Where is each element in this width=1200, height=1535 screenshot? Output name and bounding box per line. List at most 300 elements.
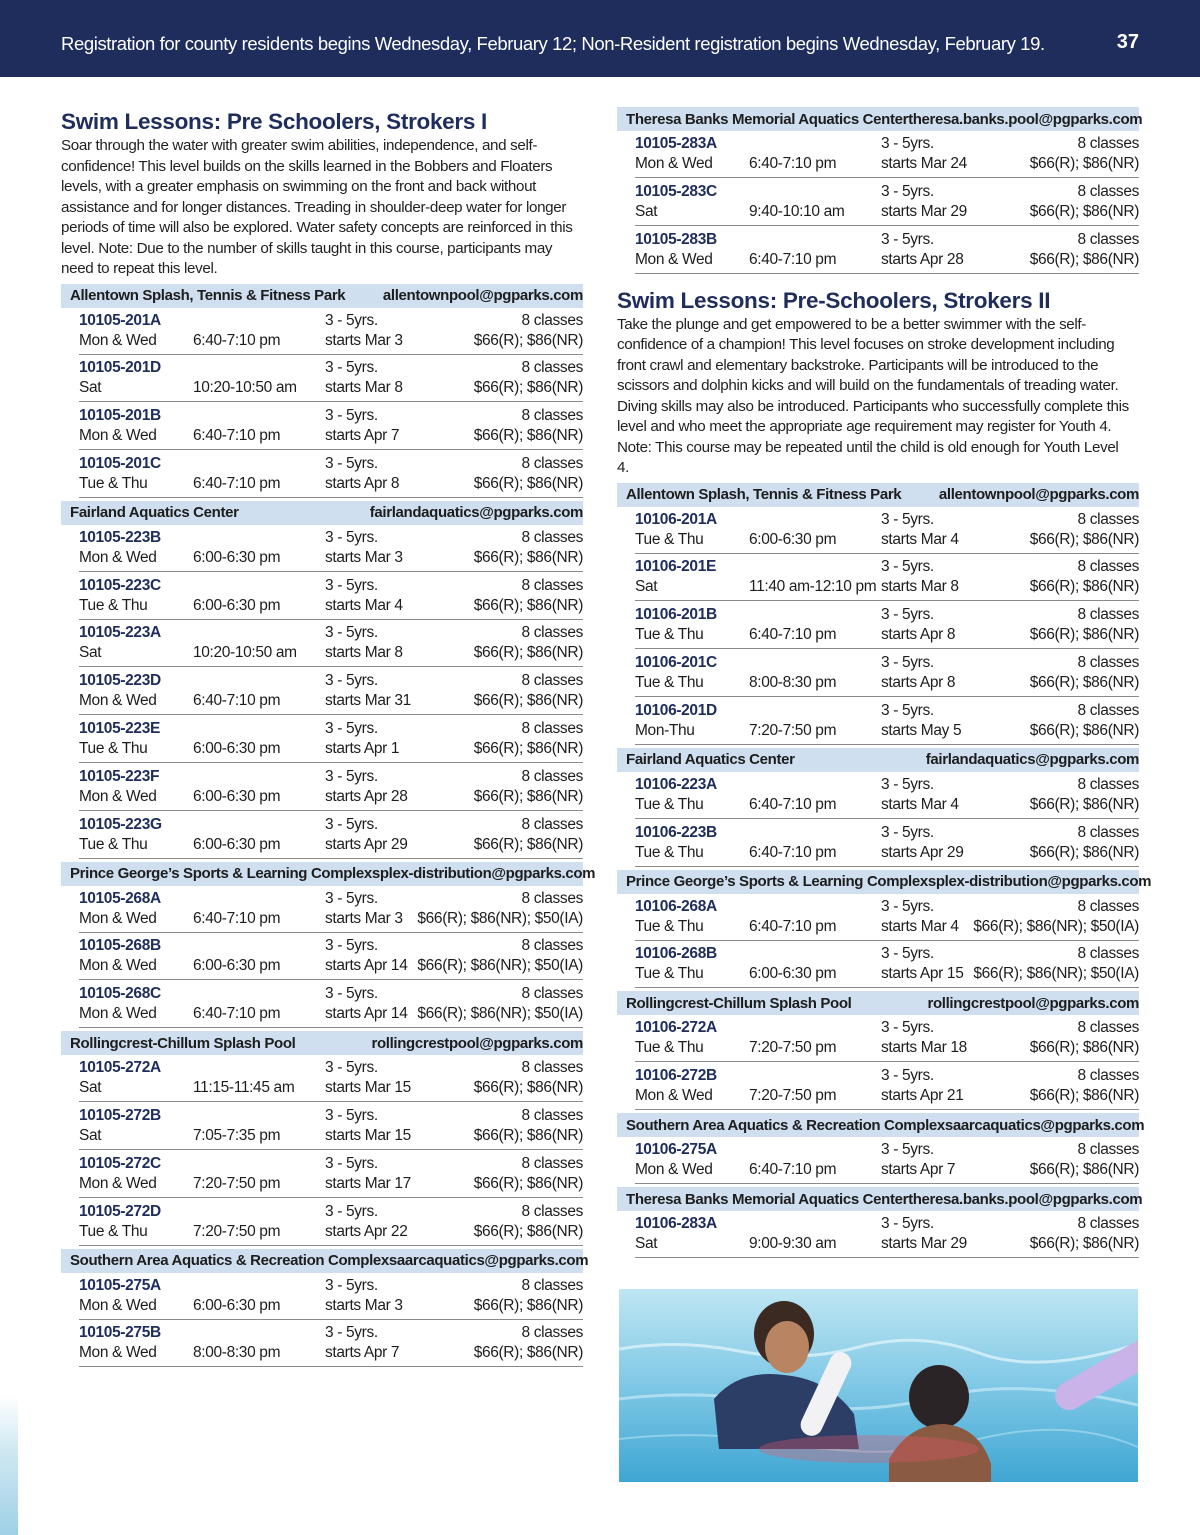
class-age: 3 - 5yrs.: [881, 897, 934, 915]
class-row: [79, 983, 583, 1028]
class-days: Sat: [79, 1079, 102, 1097]
class-time: 7:05-7:35 pm: [193, 1127, 281, 1145]
class-count: 8 classes: [1077, 1141, 1139, 1159]
location-header: [61, 501, 583, 525]
class-time: 6:00-6:30 pm: [193, 596, 281, 614]
class-time: 6:40-7:10 pm: [193, 474, 281, 492]
location-email-link[interactable]: theresa.banks.pool@pgparks.com: [908, 110, 1143, 128]
class-days: Tue & Thu: [79, 835, 148, 853]
class-fee: $66(R); $86(NR); $50(IA): [417, 1005, 583, 1023]
class-time: 9:40-10:10 am: [749, 202, 845, 220]
class-code: 10105-268C: [79, 985, 161, 1003]
class-time: 10:20-10:50 am: [193, 379, 297, 397]
class-code: 10105-283C: [635, 182, 717, 200]
class-days: Sat: [635, 578, 658, 596]
class-days: Tue & Thu: [635, 673, 704, 691]
class-count: 8 classes: [1077, 653, 1139, 671]
location-header: [61, 862, 596, 886]
class-code: 10105-272C: [79, 1154, 161, 1172]
left-location-list: [61, 284, 596, 1368]
class-fee: $66(R); $86(NR): [1029, 626, 1139, 644]
class-row: [79, 575, 583, 620]
class-start-date: starts Mar 8: [325, 644, 403, 662]
location-email-link[interactable]: saarcaquatics@pgparks.com: [388, 1252, 589, 1270]
class-days: Tue & Thu: [79, 740, 148, 758]
class-start-date: starts Apr 1: [325, 740, 400, 758]
class-fee: $66(R); $86(NR): [473, 740, 583, 758]
class-fee: $66(R); $86(NR); $50(IA): [417, 909, 583, 927]
location-email-link[interactable]: fairlandaquatics@pgparks.com: [369, 504, 583, 522]
location-name: Allentown Splash, Tennis & Fitness Park: [626, 486, 902, 504]
class-time: 6:40-7:10 pm: [193, 1005, 281, 1023]
class-row: [635, 1139, 1139, 1184]
location-email-link[interactable]: fairlandaquatics@pgparks.com: [925, 751, 1139, 769]
class-days: Sat: [79, 1127, 102, 1145]
class-start-date: starts Apr 22: [325, 1222, 408, 1240]
class-start-date: starts Apr 15: [881, 965, 964, 983]
page-number: 37: [1116, 31, 1139, 53]
class-age: 3 - 5yrs.: [325, 407, 378, 425]
class-start-date: starts Apr 8: [325, 474, 400, 492]
class-code: 10105-223F: [79, 767, 160, 785]
class-start-date: starts Apr 8: [881, 626, 956, 644]
class-fee: $66(R); $86(NR): [1029, 795, 1139, 813]
swim-lesson-photo: [619, 1289, 1138, 1482]
location-header: [617, 107, 1143, 131]
class-start-date: starts Mar 15: [325, 1127, 411, 1145]
class-code: 10106-268B: [635, 945, 717, 963]
class-time: 7:20-7:50 pm: [749, 1039, 837, 1057]
location-email-link[interactable]: rollingcrestpool@pgparks.com: [927, 994, 1139, 1012]
class-age: 3 - 5yrs.: [881, 230, 934, 248]
class-count: 8 classes: [1077, 606, 1139, 624]
class-fee: $66(R); $86(NR): [473, 1127, 583, 1145]
class-fee: $66(R); $86(NR): [473, 474, 583, 492]
class-count: 8 classes: [521, 889, 583, 907]
class-start-date: starts Mar 24: [881, 155, 967, 172]
class-count: 8 classes: [1077, 823, 1139, 841]
class-fee: $66(R); $86(NR): [473, 427, 583, 445]
class-row: [635, 181, 1139, 226]
class-start-date: starts Mar 3: [325, 909, 403, 927]
class-fee: $66(R); $86(NR): [473, 692, 583, 710]
class-code: 10106-223A: [635, 775, 717, 793]
class-start-date: starts Mar 8: [325, 379, 403, 397]
class-code: 10105-283B: [635, 230, 717, 248]
class-time: 7:20-7:50 pm: [193, 1174, 281, 1192]
class-start-date: starts Apr 7: [325, 427, 400, 445]
class-age: 3 - 5yrs.: [881, 775, 934, 793]
class-code: 10105-201B: [79, 407, 161, 425]
class-code: 10105-223C: [79, 576, 161, 594]
class-fee: $66(R); $86(NR): [1029, 250, 1139, 268]
class-time: 7:20-7:50 pm: [749, 721, 837, 739]
class-age: 3 - 5yrs.: [881, 1141, 934, 1159]
class-count: 8 classes: [1077, 135, 1139, 152]
location-header: [61, 284, 583, 308]
class-days: Tue & Thu: [635, 965, 704, 983]
class-age: 3 - 5yrs.: [325, 1202, 378, 1220]
class-row: [79, 1201, 583, 1246]
class-count: 8 classes: [521, 985, 583, 1003]
class-code: 10105-201A: [79, 311, 161, 329]
class-age: 3 - 5yrs.: [325, 937, 378, 955]
class-fee: $66(R); $86(NR): [473, 331, 583, 349]
location-name: Prince George’s Sports & Learning Complex: [626, 873, 928, 891]
location-name: Fairland Aquatics Center: [626, 751, 795, 769]
class-code: 10105-223G: [79, 815, 162, 833]
class-days: Mon & Wed: [635, 155, 713, 172]
class-row: [635, 774, 1139, 819]
class-count: 8 classes: [521, 672, 583, 690]
registration-banner: [0, 0, 1200, 77]
class-code: 10106-201B: [635, 606, 717, 624]
class-age: 3 - 5yrs.: [881, 510, 934, 528]
class-age: 3 - 5yrs.: [881, 1067, 934, 1085]
location-name: Fairland Aquatics Center: [70, 504, 239, 522]
class-days: Sat: [635, 1235, 658, 1253]
class-fee: $66(R); $86(NR): [473, 596, 583, 614]
class-start-date: starts Mar 18: [881, 1039, 967, 1057]
class-days: Mon & Wed: [79, 1005, 157, 1023]
class-start-date: starts Mar 4: [881, 795, 959, 813]
class-count: 8 classes: [521, 1107, 583, 1125]
class-start-date: starts Apr 29: [881, 843, 964, 861]
class-code: 10105-268A: [79, 889, 161, 907]
class-code: 10105-268B: [79, 937, 161, 955]
class-fee: $66(R); $86(NR): [473, 644, 583, 662]
class-row: [79, 1322, 583, 1367]
left-column: [61, 107, 596, 1370]
section-description: Take the plunge and get empowered to be a better swimmer with the self-confidence of a champion! This level focuses on stroke development including front crawl and elementary backstroke. Participants will be introduced to the scissors and dolphin kicks and will build on the fundamentals of treading water. Diving skills may also be introduced. Participants who successfully complete this level and who meet the appropriate age requirement may register for Youth 4. Note: This course may be repeated until the child is old enough for Youth Level 4.: [617, 315, 1129, 477]
class-start-date: starts Mar 4: [325, 596, 403, 614]
location-header: [61, 1249, 589, 1273]
registration-notice: Registration for county residents begins Wednesday, February 12; Non-Resident registration begins Wednesday, February 19.: [61, 33, 1045, 54]
class-days: Mon & Wed: [79, 1296, 157, 1314]
class-start-date: starts Mar 29: [881, 202, 967, 220]
class-row: [79, 1153, 583, 1198]
location-name: Rollingcrest-Chillum Splash Pool: [70, 1034, 296, 1052]
class-time: 6:00-6:30 pm: [749, 965, 837, 983]
class-days: Mon & Wed: [635, 1161, 713, 1179]
location-email-link[interactable]: allentownpool@pgparks.com: [938, 486, 1139, 504]
class-fee: $66(R); $86(NR): [1029, 843, 1139, 861]
class-fee: $66(R); $86(NR): [1029, 1087, 1139, 1105]
location-header: [61, 1031, 583, 1055]
class-time: 6:00-6:30 pm: [193, 1296, 281, 1314]
class-age: 3 - 5yrs.: [881, 653, 934, 671]
class-days: Mon & Wed: [79, 1344, 157, 1362]
class-days: Mon & Wed: [79, 957, 157, 975]
location-name: Theresa Banks Memorial Aquatics Center: [626, 110, 909, 128]
class-fee: $66(R); $86(NR): [1029, 530, 1139, 548]
class-start-date: starts Mar 3: [325, 331, 403, 349]
class-row: [79, 310, 583, 355]
class-count: 8 classes: [521, 1324, 583, 1342]
location-email-link[interactable]: theresa.banks.pool@pgparks.com: [908, 1190, 1143, 1208]
class-time: 6:40-7:10 pm: [749, 917, 837, 935]
class-count: 8 classes: [521, 815, 583, 833]
class-count: 8 classes: [1077, 701, 1139, 719]
class-count: 8 classes: [1077, 230, 1139, 248]
class-days: Mon & Wed: [79, 427, 157, 445]
class-age: 3 - 5yrs.: [325, 815, 378, 833]
class-time: 11:15-11:45 am: [193, 1079, 295, 1097]
class-start-date: starts Apr 7: [325, 1344, 400, 1362]
class-code: 10105-223B: [79, 528, 161, 546]
section-title: Swim Lessons: Pre-Schoolers, Strokers II: [617, 287, 1051, 313]
location-header: [617, 1113, 1145, 1137]
class-age: 3 - 5yrs.: [881, 1215, 934, 1233]
class-count: 8 classes: [521, 359, 583, 377]
location-header: [617, 483, 1139, 507]
class-age: 3 - 5yrs.: [325, 454, 378, 472]
location-name: Rollingcrest-Chillum Splash Pool: [626, 994, 852, 1012]
class-fee: $66(R); $86(NR): [473, 379, 583, 397]
class-start-date: starts May 5: [881, 721, 962, 739]
class-age: 3 - 5yrs.: [325, 985, 378, 1003]
class-age: 3 - 5yrs.: [325, 767, 378, 785]
class-code: 10106-268A: [635, 897, 717, 915]
class-row: [79, 527, 583, 572]
class-fee: $66(R); $86(NR); $50(IA): [973, 917, 1139, 935]
class-count: 8 classes: [521, 1154, 583, 1172]
class-code: 10105-223A: [79, 624, 161, 642]
class-days: Tue & Thu: [635, 626, 704, 644]
class-count: 8 classes: [521, 1276, 583, 1294]
class-fee: $66(R); $86(NR): [1029, 1039, 1139, 1057]
class-code: 10106-201D: [635, 701, 717, 719]
class-start-date: starts Mar 17: [325, 1174, 411, 1192]
right-location-list: [617, 483, 1152, 1259]
class-time: 8:00-8:30 pm: [749, 673, 837, 691]
class-count: 8 classes: [1077, 1215, 1139, 1233]
location-email-link[interactable]: splex-distribution@pgparks.com: [927, 873, 1152, 891]
class-start-date: starts Mar 29: [881, 1235, 967, 1253]
class-start-date: starts Apr 29: [325, 835, 408, 853]
class-time: 8:00-8:30 pm: [193, 1344, 281, 1362]
class-age: 3 - 5yrs.: [325, 1107, 378, 1125]
class-count: 8 classes: [521, 1202, 583, 1220]
class-row: [635, 556, 1139, 601]
class-age: 3 - 5yrs.: [881, 823, 934, 841]
class-row: [79, 1275, 583, 1320]
class-row: [635, 509, 1139, 554]
class-start-date: starts Apr 14: [325, 957, 408, 975]
section-title: Swim Lessons: Pre Schoolers, Strokers I: [61, 109, 487, 134]
class-days: Tue & Thu: [635, 795, 704, 813]
class-start-date: starts Mar 15: [325, 1079, 411, 1097]
class-count: 8 classes: [1077, 558, 1139, 576]
class-code: 10106-201A: [635, 510, 717, 528]
class-code: 10105-272B: [79, 1107, 161, 1125]
class-count: 8 classes: [521, 528, 583, 546]
class-count: 8 classes: [1077, 945, 1139, 963]
class-time: 7:20-7:50 pm: [749, 1087, 837, 1105]
location-email-link[interactable]: allentownpool@pgparks.com: [382, 287, 583, 304]
class-time: 6:40-7:10 pm: [193, 331, 281, 349]
class-row: [635, 229, 1139, 274]
class-count: 8 classes: [521, 454, 583, 472]
class-fee: $66(R); $86(NR): [473, 548, 583, 566]
class-row: [79, 357, 583, 402]
class-fee: $66(R); $86(NR): [1029, 155, 1139, 172]
class-age: 3 - 5yrs.: [881, 945, 934, 963]
class-time: 6:00-6:30 pm: [193, 787, 281, 805]
class-age: 3 - 5yrs.: [881, 182, 934, 200]
class-days: Mon & Wed: [635, 250, 713, 268]
class-code: 10105-275B: [79, 1324, 161, 1342]
class-time: 6:00-6:30 pm: [193, 835, 281, 853]
class-time: 6:00-6:30 pm: [193, 548, 281, 566]
class-days: Sat: [79, 379, 102, 397]
class-code: 10105-283A: [635, 135, 717, 152]
class-start-date: starts Apr 28: [881, 250, 964, 268]
class-count: 8 classes: [521, 624, 583, 642]
class-row: [79, 935, 583, 980]
class-days: Sat: [635, 202, 658, 220]
class-start-date: starts Apr 7: [881, 1161, 956, 1179]
class-count: 8 classes: [1077, 182, 1139, 200]
class-time: 6:40-7:10 pm: [749, 155, 837, 172]
class-row: [635, 943, 1139, 988]
class-age: 3 - 5yrs.: [325, 624, 378, 642]
class-time: 6:40-7:10 pm: [193, 427, 281, 445]
class-row: [635, 133, 1139, 178]
class-time: 6:40-7:10 pm: [749, 843, 837, 861]
class-row: [635, 1065, 1139, 1110]
class-count: 8 classes: [521, 937, 583, 955]
class-count: 8 classes: [521, 1059, 583, 1077]
class-fee: $66(R); $86(NR): [1029, 1161, 1139, 1179]
class-fee: $66(R); $86(NR): [473, 1296, 583, 1314]
class-row: [635, 822, 1139, 867]
class-row: [79, 405, 583, 450]
class-count: 8 classes: [521, 720, 583, 738]
class-row: [79, 888, 583, 933]
class-time: 6:00-6:30 pm: [193, 957, 281, 975]
class-time: 10:20-10:50 am: [193, 644, 297, 662]
class-fee: $66(R); $86(NR): [473, 1222, 583, 1240]
location-name: Allentown Splash, Tennis & Fitness Park: [70, 287, 346, 304]
right-column: [617, 107, 1152, 1261]
class-code: 10105-201D: [79, 359, 161, 377]
class-row: [79, 718, 583, 763]
class-fee: $66(R); $86(NR): [1029, 202, 1139, 220]
class-row: [635, 896, 1139, 941]
class-row: [79, 1105, 583, 1150]
class-days: Mon & Wed: [79, 1174, 157, 1192]
class-fee: $66(R); $86(NR): [473, 1079, 583, 1097]
class-time: 6:40-7:10 pm: [749, 250, 837, 268]
class-time: 6:00-6:30 pm: [749, 530, 837, 548]
location-name: Southern Area Aquatics & Recreation Complex: [626, 1116, 945, 1134]
class-code: 10106-275A: [635, 1141, 717, 1159]
class-time: 11:40 am-12:10 pm: [749, 578, 877, 596]
class-code: 10106-223B: [635, 823, 717, 841]
class-time: 6:40-7:10 pm: [749, 626, 837, 644]
class-code: 10105-201C: [79, 454, 161, 472]
class-time: 9:00-9:30 am: [749, 1235, 837, 1253]
class-age: 3 - 5yrs.: [325, 311, 378, 329]
location-name: Theresa Banks Memorial Aquatics Center: [626, 1190, 909, 1208]
class-days: Tue & Thu: [635, 1039, 704, 1057]
class-age: 3 - 5yrs.: [881, 1019, 934, 1037]
class-age: 3 - 5yrs.: [325, 672, 378, 690]
class-row: [635, 652, 1139, 697]
class-row: [79, 1057, 583, 1102]
class-time: 6:40-7:10 pm: [193, 692, 281, 710]
class-code: 10105-272A: [79, 1059, 161, 1077]
class-age: 3 - 5yrs.: [325, 1154, 378, 1172]
class-fee: $66(R); $86(NR): [473, 835, 583, 853]
class-code: 10105-272D: [79, 1202, 161, 1220]
swim-lesson-illustration: [619, 1289, 1138, 1482]
location-header: [617, 748, 1139, 772]
location-header: [617, 991, 1139, 1015]
class-days: Tue & Thu: [635, 917, 704, 935]
class-fee: $66(R); $86(NR); $50(IA): [973, 965, 1139, 983]
class-start-date: starts Apr 28: [325, 787, 408, 805]
location-header: [617, 870, 1152, 894]
class-fee: $66(R); $86(NR): [1029, 1235, 1139, 1253]
location-name: Prince George’s Sports & Learning Complex: [70, 865, 372, 883]
class-days: Mon-Thu: [635, 721, 695, 739]
class-age: 3 - 5yrs.: [325, 1059, 378, 1077]
class-count: 8 classes: [521, 576, 583, 594]
class-code: 10105-223E: [79, 720, 160, 738]
class-fee: $66(R); $86(NR): [473, 1344, 583, 1362]
continued-location: [617, 107, 1143, 274]
class-start-date: starts Mar 31: [325, 692, 411, 710]
class-age: 3 - 5yrs.: [881, 701, 934, 719]
location-email-link[interactable]: rollingcrestpool@pgparks.com: [371, 1034, 583, 1052]
class-days: Tue & Thu: [79, 474, 148, 492]
class-days: Tue & Thu: [635, 530, 704, 548]
class-time: 6:40-7:10 pm: [749, 795, 837, 813]
class-days: Tue & Thu: [635, 843, 704, 861]
class-row: [79, 622, 583, 667]
location-email-link[interactable]: saarcaquatics@pgparks.com: [944, 1116, 1145, 1134]
class-time: 6:40-7:10 pm: [749, 1161, 837, 1179]
class-code: 10106-272A: [635, 1019, 717, 1037]
class-age: 3 - 5yrs.: [881, 135, 934, 152]
class-time: 6:00-6:30 pm: [193, 740, 281, 758]
class-age: 3 - 5yrs.: [881, 558, 934, 576]
class-start-date: starts Mar 3: [325, 1296, 403, 1314]
location-email-link[interactable]: splex-distribution@pgparks.com: [371, 865, 596, 883]
class-count: 8 classes: [1077, 510, 1139, 528]
class-row: [79, 670, 583, 715]
class-age: 3 - 5yrs.: [325, 1276, 378, 1294]
class-code: 10106-272B: [635, 1067, 717, 1085]
class-days: Mon & Wed: [79, 692, 157, 710]
class-age: 3 - 5yrs.: [325, 359, 378, 377]
class-fee: $66(R); $86(NR): [1029, 721, 1139, 739]
class-fee: $66(R); $86(NR); $50(IA): [417, 957, 583, 975]
class-days: Sat: [79, 644, 102, 662]
class-days: Tue & Thu: [79, 1222, 148, 1240]
class-code: 10106-201E: [635, 558, 716, 576]
class-row: [635, 1213, 1139, 1258]
class-count: 8 classes: [1077, 1019, 1139, 1037]
class-start-date: starts Mar 3: [325, 548, 403, 566]
class-count: 8 classes: [1077, 1067, 1139, 1085]
class-start-date: starts Apr 21: [881, 1087, 964, 1105]
class-start-date: starts Mar 4: [881, 530, 959, 548]
class-fee: $66(R); $86(NR): [473, 787, 583, 805]
class-row: [79, 766, 583, 811]
